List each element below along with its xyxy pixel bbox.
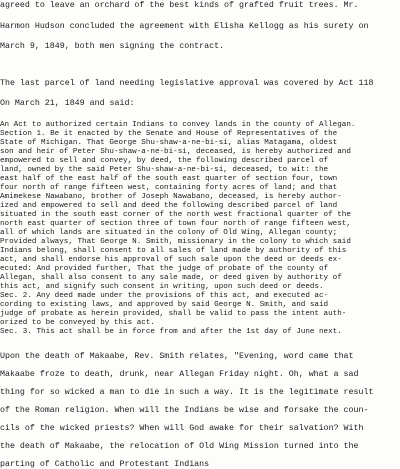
text-line: State of Michigan. That George Shu-shaw-a-ne-bi-si, alias Matagama, oldest: [0, 139, 338, 147]
text-line: judge of probate as herein provided, shall be valid to pass the intent auth-: [0, 310, 347, 318]
text-line: orized to be conveyed by this act.: [0, 319, 155, 327]
text-line: Sec. 2. Any deed made under the provisions of this act, and executed ac-: [0, 292, 329, 300]
text-line: Indians belong, shall consent to all sales of land made by authority of this: [0, 247, 347, 255]
text-line: Makaabe froze to death, drunk, near Allegan Friday night. Oh, what a sad: [0, 370, 359, 379]
text-line: March 9, 1849, both men signing the contract.: [0, 42, 225, 51]
text-line: Provided always, That George N. Smith, missionary in the colony to which said: [0, 238, 351, 246]
text-line: Harmon Hudson concluded the agreement with Elisha Kellogg as his surety on: [0, 22, 369, 31]
text-line: Allegan, shall also consent to any sale made, or deed given by authority of: [0, 274, 342, 282]
text-line: parting of Catholic and Protestant Indians: [0, 460, 210, 469]
text-line: ized and empowered to sell and deed the following described parcel of land: [0, 202, 338, 210]
text-line: thing for so wicked a man to die in such a way. It is the legitimate result: [0, 388, 374, 397]
text-line: cording to existing laws, and approved by said George N. Smith, and said: [0, 301, 329, 309]
text-line: The last parcel of land needing legislative approval was covered by Act 118: [0, 79, 374, 88]
text-line: land, owned by the said Peter Shu-shaw-a-ne-bi-si, deceased, to wit: the: [0, 166, 329, 174]
text-line: all of which lands are situated in the colony of Old Wing, Allegan county;: [0, 229, 338, 237]
text-line: four north of range fifteen west, containing forty acres of land; and that: [0, 184, 338, 192]
text-line: son and heir of Peter Shu-shaw-a-ne-bi-si, deceased, is hereby authorized and: [0, 148, 351, 156]
text-line: north east quarter of section three of town four north of range fifteen west,: [0, 220, 351, 228]
text-line: ecuted: And provided further, That the judge of probate of the county of: [0, 265, 329, 273]
text-line: On March 21, 1849 and said:: [0, 99, 135, 108]
text-line: this act, and signify such consent in writing, upon such deed or deeds.: [0, 283, 324, 291]
text-line: east half of the east half of the south east quarter of section four, town: [0, 175, 338, 183]
text-line: Upon the death of Makaabe, Rev. Smith relates, "Evening, word came that: [0, 352, 354, 361]
text-line: Sec. 3. This act shall be in force from and after the 1st day of June next.: [0, 328, 342, 336]
text-line: act, and shall endorse his approval of such sale upon the deed or deeds ex-: [0, 256, 342, 264]
text-line: Section 1. Be it enacted by the Senate and House of Representatives of the: [0, 130, 338, 138]
text-line: the death of Makaabe, the relocation of Old Wing Mission turned into the: [0, 442, 359, 451]
text-line: situated in the south east corner of the north west fractional quarter of the: [0, 211, 351, 219]
text-line: of the Roman religion. When will the Indians be wise and forsake the coun-: [0, 406, 369, 415]
text-line: Amimekese Nawabano, brother of Joseph Nawabano, deceased, is hereby author-: [0, 193, 342, 201]
text-line: cils of the wicked priests? When will God awake for their salvation? With: [0, 424, 364, 433]
text-line: agreed to leave an orchard of the best kinds of grafted fruit trees. Mr.: [0, 1, 359, 10]
text-line: An Act to authorized certain Indians to convey lands in the county of Allegan.: [0, 121, 356, 129]
text-line: empowered to sell and convey, by deed, the following described parcel of: [0, 157, 329, 165]
